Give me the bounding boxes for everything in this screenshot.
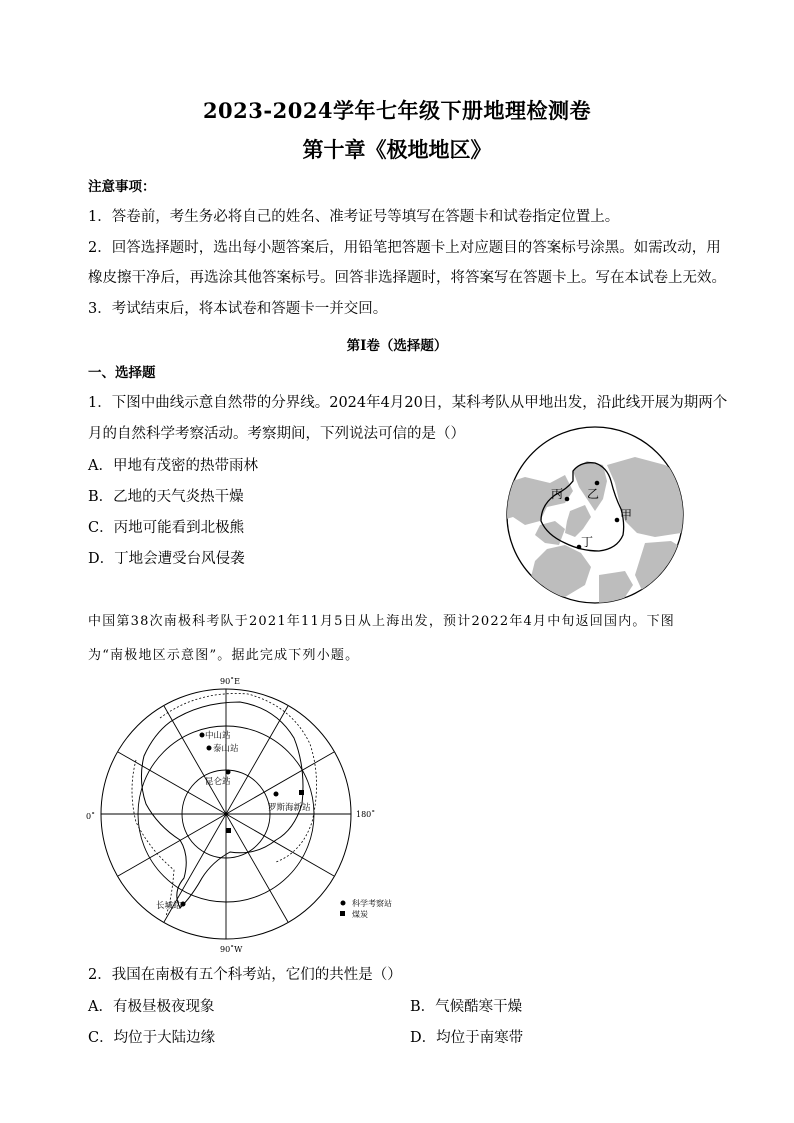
luosihai-station (274, 792, 279, 797)
label-bing: 丙 (551, 487, 564, 501)
notice-item-3: 3．考试结束后，将本试卷和答题卡一并交回。 (88, 301, 388, 317)
notice-item-2a: 2．回答选择题时，选出每小题答案后，用铅笔把答题卡上对应题目的答案标号涂黑。如需改动，用 (88, 240, 721, 256)
q2-option-c[interactable]: C．均位于大陆边缘 (88, 1030, 216, 1046)
label-luosihai: 罗斯海新站 (268, 803, 311, 813)
q1-option-b[interactable]: B．乙地的天气炎热干燥 (88, 489, 244, 505)
label-180: 180˚ (356, 810, 376, 819)
label-zhongshan: 中山站 (205, 731, 231, 741)
intro-line2: 为“南极地区示意图”。据此完成下列小题。 (88, 648, 360, 663)
jia-point (615, 518, 620, 523)
notice-heading: 注意事项： (88, 179, 156, 195)
label-0: 0˚ (86, 812, 96, 821)
section-title: 第I卷（选择题） (346, 338, 448, 354)
label-90w: 90˚W (220, 945, 243, 954)
q2-option-a[interactable]: A．有极昼极夜现象 (88, 999, 215, 1015)
legend-coal-icon (340, 911, 345, 916)
q1-option-c[interactable]: C．丙地可能看到北极熊 (88, 520, 245, 536)
label-ding: 丁 (581, 535, 594, 549)
taishan-station (207, 746, 212, 751)
notice-item-1: 1．答卷前，考生务必将自己的姓名、准考证号等填写在答题卡和试卷指定位置上。 (88, 209, 620, 225)
yi-point (595, 481, 600, 486)
legend-station-label: 科学考察站 (352, 899, 392, 908)
q1-stem-line2: 月的自然科学考察活动。考察期间，下列说法可信的是（） (88, 426, 465, 442)
label-taishan: 泰山站 (213, 744, 239, 754)
q1-option-a[interactable]: A．甲地有茂密的热带雨林 (88, 458, 258, 474)
coal-marker-1 (299, 790, 304, 795)
bing-point (565, 497, 570, 502)
q2-option-b[interactable]: B．气候酷寒干燥 (410, 999, 523, 1015)
page-title: 2023-2024学年七年级下册地理检测卷 (202, 98, 592, 123)
q2-option-d[interactable]: D．均位于南寒带 (410, 1030, 524, 1046)
label-changcheng: 长城站 (156, 901, 182, 911)
legend-coal-label: 煤炭 (352, 910, 368, 919)
label-90e: 90˚E (220, 677, 241, 686)
notice-item-2b: 橡皮擦干净后，再选涂其他答案标号。回答非选择题时，将答案写在答题卡上。写在本试卷上无效。 (88, 270, 726, 286)
label-jia: 甲 (620, 508, 633, 522)
intro-line1: 中国第38次南极科考队于2021年11月5日从上海出发，预计2022年4月中旬返回国内。下图 (88, 614, 675, 629)
q1-stem-line1: 1．下图中曲线示意自然带的分界线。2024年4月20日，某科考队从甲地出发，沿此线开展为期两个 (88, 395, 728, 411)
antarctic-map (80, 672, 410, 957)
kunlun-station (226, 770, 231, 775)
coal-marker-2 (226, 828, 231, 833)
label-kunlun: 昆仑站 (205, 777, 231, 787)
zhongshan-station (200, 733, 205, 738)
legend-station-icon (341, 901, 346, 906)
q1-option-d[interactable]: D．丁地会遭受台风侵袭 (88, 551, 245, 567)
label-yi: 乙 (587, 487, 600, 501)
part-title: 一、选择题 (88, 365, 156, 381)
page-subtitle: 第十章《极地地区》 (302, 137, 492, 162)
arctic-map (495, 425, 697, 607)
q2-stem: 2．我国在南极有五个科考站，它们的共性是（） (88, 967, 402, 983)
